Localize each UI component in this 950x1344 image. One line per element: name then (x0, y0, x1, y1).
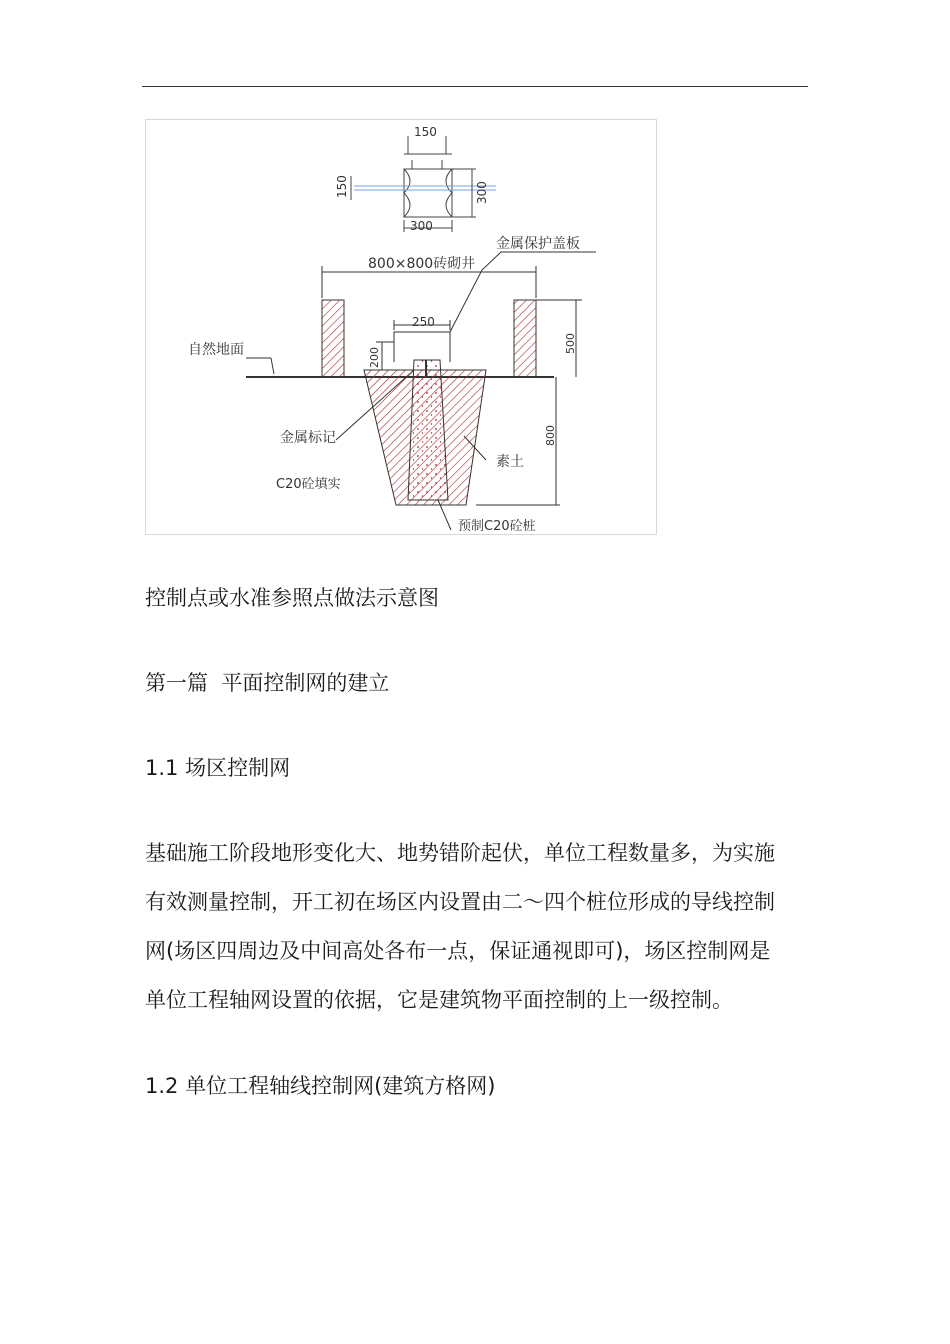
dim-300-right: 300 (475, 181, 489, 204)
paragraph-line: 有效测量控制，开工初在场区内设置由二～四个桩位形成的导线控制 (145, 890, 775, 914)
paragraph-line: 基础施工阶段地形变化大、地势错阶起伏，单位工程数量多，为实施 (145, 841, 775, 865)
section-heading-1-1: 1.1 场区控制网 (145, 756, 291, 780)
label-precast: 预制C20砼桩 (458, 519, 536, 534)
header-rule (142, 86, 808, 87)
control-point-diagram (145, 119, 657, 535)
label-ground: 自然地面 (188, 342, 244, 358)
dim-250: 250 (412, 315, 435, 329)
figure-caption: 控制点或水准参照点做法示意图 (145, 586, 439, 610)
paragraph-line: 单位工程轴网设置的依据，它是建筑物平面控制的上一级控制。 (145, 988, 733, 1012)
dim-150-left: 150 (335, 175, 349, 198)
dim-200: 200 (368, 347, 381, 368)
part-heading: 第一篇 平面控制网的建立 (145, 671, 390, 695)
label-soil: 素土 (496, 454, 524, 470)
label-well: 800×800砖砌井 (368, 256, 476, 272)
dim-800: 800 (544, 425, 557, 446)
label-cover: 金属保护盖板 (496, 236, 580, 252)
paragraph-1-1 (145, 841, 813, 1037)
label-mark: 金属标记 (280, 430, 336, 446)
paragraph-line: 网(场区四周边及中间高处各布一点，保证通视即可)，场区控制网是 (145, 939, 771, 963)
dim-500: 500 (564, 333, 577, 354)
label-fill: C20砼填实 (276, 477, 341, 492)
section-heading-1-2: 1.2 单位工程轴线控制网(建筑方格网) (145, 1074, 496, 1098)
dim-300-bottom: 300 (410, 219, 433, 233)
dim-150-top: 150 (414, 125, 437, 139)
